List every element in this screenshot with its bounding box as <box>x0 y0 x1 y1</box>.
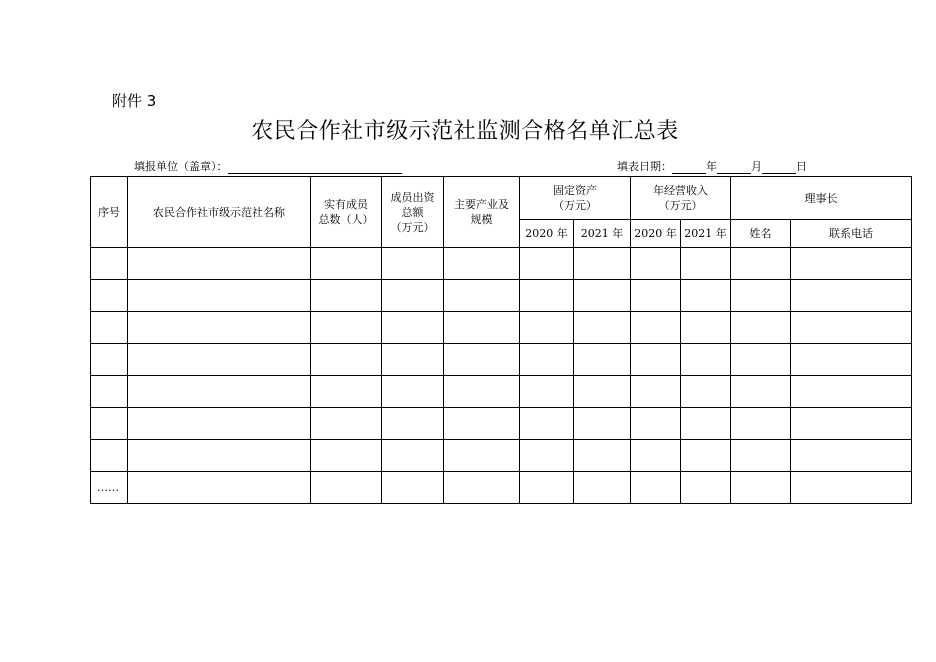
table-row <box>91 440 912 472</box>
table-cell[interactable] <box>444 440 520 472</box>
table-cell[interactable] <box>128 408 311 440</box>
table-cell[interactable] <box>681 376 731 408</box>
table-cell[interactable] <box>791 408 912 440</box>
table-cell[interactable] <box>382 472 444 504</box>
page-title: 农民合作社市级示范社监测合格名单汇总表 <box>251 119 679 144</box>
table-cell[interactable] <box>128 440 311 472</box>
table-row <box>91 376 912 408</box>
table-cell[interactable] <box>731 408 791 440</box>
table-cell[interactable] <box>128 248 311 280</box>
table-cell[interactable] <box>382 280 444 312</box>
table-cell[interactable] <box>631 248 681 280</box>
table-cell[interactable] <box>574 312 631 344</box>
fill-unit-blank <box>228 161 402 174</box>
table-cell[interactable] <box>731 248 791 280</box>
fill-date-label: 填表日期： <box>617 160 672 173</box>
table-cell[interactable] <box>128 312 311 344</box>
table-cell[interactable] <box>731 312 791 344</box>
month-blank <box>717 161 751 174</box>
table-cell[interactable] <box>444 408 520 440</box>
table-cell[interactable] <box>574 376 631 408</box>
header-revenue-2020: 2020 年 <box>631 220 681 248</box>
header-capital: 成员出资 总额 （万元） <box>382 177 444 248</box>
header-industry: 主要产业及 规模 <box>444 177 520 248</box>
table-cell[interactable] <box>574 408 631 440</box>
header-chair-phone: 联系电话 <box>791 220 912 248</box>
table-cell[interactable] <box>91 344 128 376</box>
table-cell[interactable] <box>382 440 444 472</box>
table-cell[interactable] <box>731 376 791 408</box>
table-cell[interactable] <box>311 280 382 312</box>
table-cell[interactable] <box>681 312 731 344</box>
table-cell[interactable] <box>574 344 631 376</box>
table-cell[interactable] <box>444 280 520 312</box>
table-cell[interactable] <box>574 248 631 280</box>
table-cell[interactable] <box>631 440 681 472</box>
table-cell[interactable] <box>520 248 574 280</box>
table-cell[interactable] <box>311 248 382 280</box>
table-cell[interactable] <box>791 376 912 408</box>
table-cell[interactable] <box>731 440 791 472</box>
table-cell[interactable] <box>574 440 631 472</box>
table-cell[interactable] <box>311 472 382 504</box>
table-cell[interactable] <box>631 376 681 408</box>
table-row <box>91 472 912 504</box>
table-cell[interactable] <box>382 408 444 440</box>
header-seq: 序号 <box>91 177 128 248</box>
year-label: 年 <box>706 160 717 173</box>
header-fixed-assets: 固定资产 （万元） <box>520 177 631 220</box>
table-cell[interactable] <box>574 472 631 504</box>
table-cell[interactable] <box>128 280 311 312</box>
table-cell[interactable] <box>520 312 574 344</box>
table-cell[interactable] <box>91 248 128 280</box>
table-cell[interactable] <box>631 408 681 440</box>
table-cell[interactable] <box>311 408 382 440</box>
table-cell[interactable] <box>681 472 731 504</box>
day-blank <box>762 161 796 174</box>
table-cell[interactable] <box>731 344 791 376</box>
table-cell[interactable] <box>311 440 382 472</box>
table-cell[interactable] <box>520 440 574 472</box>
fill-unit-label: 填报单位（盖章）： <box>134 160 228 173</box>
month-label: 月 <box>751 160 762 173</box>
table-cell[interactable] <box>91 312 128 344</box>
table-cell[interactable] <box>791 472 912 504</box>
header-members: 实有成员 总数（人） <box>311 177 382 248</box>
table-cell[interactable] <box>791 312 912 344</box>
table-cell[interactable] <box>681 280 731 312</box>
table-cell[interactable] <box>681 408 731 440</box>
table-cell[interactable] <box>311 312 382 344</box>
table-row <box>91 312 912 344</box>
table-row <box>91 280 912 312</box>
table-cell[interactable] <box>311 344 382 376</box>
table-cell[interactable] <box>520 408 574 440</box>
table-cell[interactable] <box>791 280 912 312</box>
summary-table <box>90 176 912 504</box>
table-cell[interactable] <box>128 472 311 504</box>
table-cell[interactable] <box>444 344 520 376</box>
table-cell[interactable] <box>382 344 444 376</box>
table-cell[interactable] <box>731 472 791 504</box>
table-cell[interactable] <box>681 248 731 280</box>
table-cell[interactable] <box>681 344 731 376</box>
table-cell[interactable] <box>382 312 444 344</box>
header-assets-2021: 2021 年 <box>574 220 631 248</box>
table-cell[interactable] <box>91 280 128 312</box>
table-cell[interactable] <box>444 376 520 408</box>
header-chairman: 理事长 <box>731 177 912 220</box>
header-revenue: 年经营收入 （万元） <box>631 177 731 220</box>
table-cell[interactable] <box>311 376 382 408</box>
day-label: 日 <box>796 160 807 173</box>
table-cell[interactable] <box>444 312 520 344</box>
table-cell[interactable] <box>631 472 681 504</box>
table-row <box>91 408 912 440</box>
header-assets-2020: 2020 年 <box>520 220 574 248</box>
table-row <box>91 344 912 376</box>
table-cell[interactable] <box>128 376 311 408</box>
table-cell[interactable] <box>520 280 574 312</box>
table-cell[interactable] <box>382 248 444 280</box>
table-cell[interactable] <box>681 440 731 472</box>
attachment-label: 附件 3 <box>112 92 157 110</box>
fill-date-field <box>617 158 807 174</box>
table-row <box>91 248 912 280</box>
table-cell[interactable] <box>128 344 311 376</box>
table-cell[interactable] <box>791 440 912 472</box>
table-cell[interactable] <box>791 344 912 376</box>
header-row-1 <box>91 177 912 220</box>
table-cell[interactable] <box>91 440 128 472</box>
table-cell[interactable] <box>631 344 681 376</box>
table-cell[interactable] <box>444 248 520 280</box>
header-name: 农民合作社市级示范社名称 <box>128 177 311 248</box>
table-cell[interactable] <box>382 376 444 408</box>
table-cell[interactable] <box>631 312 681 344</box>
table-cell[interactable] <box>520 344 574 376</box>
table-cell[interactable] <box>731 280 791 312</box>
year-blank <box>672 161 706 174</box>
table-cell[interactable] <box>791 248 912 280</box>
table-cell[interactable] <box>574 280 631 312</box>
table-cell[interactable] <box>444 472 520 504</box>
table-cell[interactable] <box>91 408 128 440</box>
fill-unit-field <box>134 158 402 174</box>
header-revenue-2021: 2021 年 <box>681 220 731 248</box>
ellipsis-cell: …… <box>91 472 128 504</box>
table-cell[interactable] <box>91 376 128 408</box>
table-cell[interactable] <box>631 280 681 312</box>
table-cell[interactable] <box>520 472 574 504</box>
header-chair-name: 姓名 <box>731 220 791 248</box>
table-cell[interactable] <box>520 376 574 408</box>
